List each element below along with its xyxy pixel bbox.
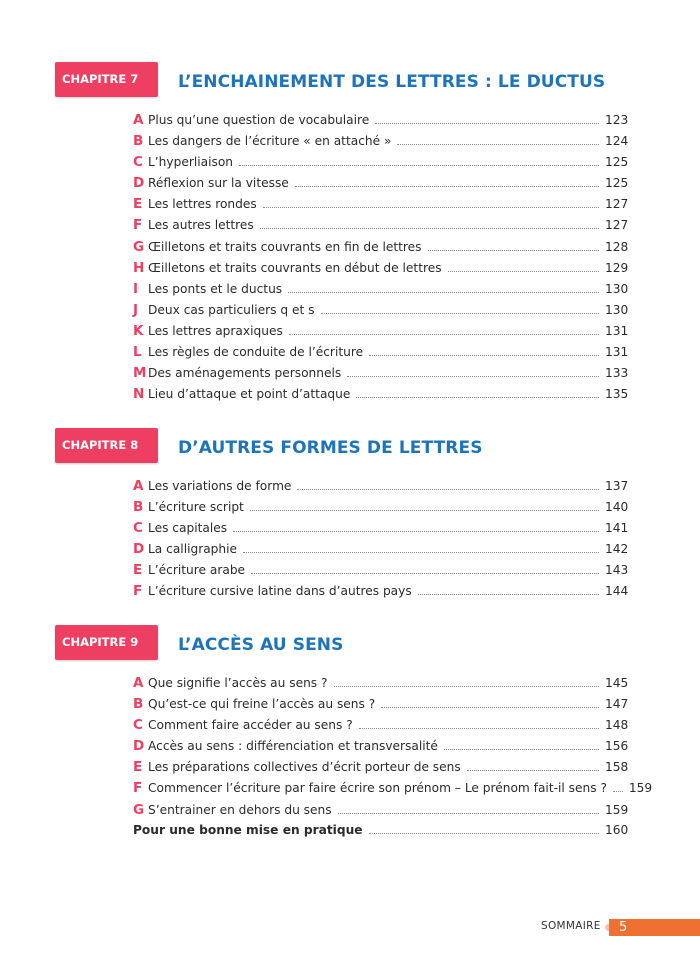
entry-letter: C bbox=[133, 154, 143, 171]
entry-page: 156 bbox=[605, 739, 629, 754]
entry-letter: B bbox=[133, 133, 144, 150]
chapter-title: D’AUTRES FORMES DE LETTRES bbox=[178, 438, 483, 458]
chapter-badge: CHAPITRE 7 bbox=[55, 62, 158, 97]
entry-page: 147 bbox=[605, 697, 629, 712]
entry-label: Les préparations collectives d’écrit porteur de sens bbox=[148, 760, 461, 775]
toc-entry[interactable] bbox=[133, 802, 627, 823]
entry-letter: K bbox=[133, 322, 144, 339]
entry-page: 131 bbox=[605, 323, 629, 338]
dot-leader bbox=[260, 228, 599, 229]
entry-letter: D bbox=[133, 541, 145, 558]
dot-leader bbox=[295, 186, 599, 187]
entry-label: L’hyperliaison bbox=[148, 155, 234, 170]
toc-entry[interactable] bbox=[133, 520, 627, 541]
entry-label: Œilletons et traits couvrants en début de lettres bbox=[148, 260, 442, 275]
dot-leader bbox=[250, 510, 599, 511]
entry-letter: H bbox=[133, 259, 145, 276]
entry-letter: G bbox=[133, 801, 145, 818]
toc-entry[interactable] bbox=[133, 175, 627, 196]
entry-letter: F bbox=[133, 217, 143, 234]
entry-letter: A bbox=[133, 112, 144, 128]
toc-entry[interactable] bbox=[133, 133, 627, 154]
chapter-title: L’ENCHAINEMENT DES LETTRES : LE DUCTUS bbox=[178, 72, 606, 92]
dot-leader bbox=[467, 770, 599, 771]
entry-letter: E bbox=[133, 196, 143, 213]
dot-leader bbox=[289, 334, 599, 335]
entry-page: 125 bbox=[605, 176, 629, 191]
entry-letter: C bbox=[133, 520, 143, 537]
dot-leader bbox=[239, 165, 599, 166]
dot-leader bbox=[381, 707, 599, 708]
entry-letter: F bbox=[133, 780, 143, 797]
page-number: 5 bbox=[609, 919, 700, 936]
entry-label: La calligraphie bbox=[148, 542, 238, 557]
toc-entry[interactable] bbox=[133, 196, 627, 217]
toc-entry[interactable] bbox=[133, 780, 653, 801]
toc-entries bbox=[133, 112, 627, 407]
dot-leader bbox=[375, 123, 599, 124]
entry-page: 130 bbox=[605, 302, 629, 317]
dot-leader bbox=[397, 144, 599, 145]
entry-page: 137 bbox=[605, 479, 629, 493]
toc-entry[interactable] bbox=[133, 386, 627, 407]
entry-letter: G bbox=[133, 238, 145, 255]
toc-entry[interactable] bbox=[133, 344, 627, 365]
toc-entry[interactable] bbox=[133, 823, 627, 844]
entry-label: L’écriture script bbox=[148, 500, 244, 515]
toc-entry[interactable] bbox=[133, 260, 627, 281]
entry-letter: D bbox=[133, 175, 145, 192]
toc-entry[interactable] bbox=[133, 281, 627, 302]
entry-label: Les capitales bbox=[148, 521, 228, 536]
entry-page: 158 bbox=[605, 760, 629, 775]
dot-leader bbox=[356, 397, 599, 398]
entry-label: Les autres lettres bbox=[148, 218, 254, 233]
entry-label: Deux cas particuliers q et s bbox=[148, 302, 315, 317]
entry-page: 159 bbox=[628, 781, 653, 796]
entry-letter: E bbox=[133, 562, 143, 579]
dot-leader bbox=[444, 749, 599, 750]
dot-leader bbox=[418, 594, 599, 595]
dot-leader bbox=[243, 552, 599, 553]
toc-entry[interactable] bbox=[133, 154, 627, 175]
entry-letter: J bbox=[133, 301, 139, 318]
dot-leader bbox=[321, 313, 599, 314]
entry-label: Œilletons et traits couvrants en fin de lettres bbox=[148, 239, 422, 254]
dot-leader bbox=[263, 207, 599, 208]
dot-leader bbox=[359, 728, 599, 729]
toc-entry[interactable] bbox=[133, 478, 627, 499]
entry-page: 127 bbox=[605, 218, 629, 233]
entry-label: Comment faire accéder au sens ? bbox=[148, 718, 353, 733]
toc-entry[interactable] bbox=[133, 499, 627, 520]
entry-label: Les règles de conduite de l’écriture bbox=[148, 345, 364, 360]
entry-letter: C bbox=[133, 717, 143, 734]
entry-letter: E bbox=[133, 759, 143, 776]
dot-leader bbox=[369, 833, 599, 834]
dot-leader bbox=[428, 250, 600, 251]
entry-label: Qu’est-ce qui freine l’accès au sens ? bbox=[148, 697, 376, 712]
toc-entry[interactable] bbox=[133, 323, 627, 344]
toc-entry[interactable] bbox=[133, 759, 627, 780]
entry-letter: M bbox=[133, 365, 147, 382]
entry-page: 135 bbox=[605, 387, 629, 402]
entry-page: 142 bbox=[605, 542, 629, 557]
toc-entry[interactable] bbox=[133, 112, 627, 133]
entry-letter: A bbox=[133, 675, 144, 691]
entry-label: S’entrainer en dehors du sens bbox=[148, 802, 332, 817]
entry-label: Les variations de forme bbox=[148, 479, 292, 493]
entry-letter: A bbox=[133, 478, 144, 494]
entry-page: 148 bbox=[605, 718, 629, 733]
entry-page: 130 bbox=[605, 281, 629, 296]
toc-entry[interactable] bbox=[133, 239, 627, 260]
toc-entries bbox=[133, 675, 653, 844]
entry-page: 133 bbox=[605, 366, 629, 381]
entry-page: 141 bbox=[605, 521, 629, 536]
chapter-title: L’ACCÈS AU SENS bbox=[178, 635, 344, 655]
entry-label: Pour une bonne mise en pratique bbox=[133, 822, 363, 837]
entry-page: 127 bbox=[605, 197, 629, 212]
toc-entry[interactable] bbox=[133, 217, 627, 238]
entry-page: 129 bbox=[605, 260, 629, 275]
entry-label: L’écriture cursive latine dans d’autres pays bbox=[148, 584, 412, 599]
dot-leader bbox=[613, 791, 623, 792]
toc-entry[interactable] bbox=[133, 562, 627, 583]
entry-label: Commencer l’écriture par faire écrire son prénom – Le prénom fait-il sens ? bbox=[148, 781, 607, 796]
footer-section-label: SOMMAIRE bbox=[541, 920, 601, 932]
entry-label: Que signifie l’accès au sens ? bbox=[148, 676, 328, 690]
entry-label: Les lettres apraxiques bbox=[148, 323, 283, 338]
dot-leader bbox=[288, 292, 599, 293]
toc-entry[interactable] bbox=[133, 738, 627, 759]
toc-entry[interactable] bbox=[133, 717, 627, 738]
entry-page: 128 bbox=[605, 239, 629, 254]
dot-leader bbox=[233, 531, 599, 532]
dot-leader bbox=[369, 355, 599, 356]
entry-page: 159 bbox=[605, 802, 629, 817]
entry-page: 145 bbox=[605, 676, 629, 690]
dot-leader bbox=[347, 376, 599, 377]
entry-page: 131 bbox=[605, 345, 629, 360]
entry-letter: L bbox=[133, 344, 142, 361]
entry-label: Plus qu’une question de vocabulaire bbox=[148, 113, 370, 127]
entry-label: Lieu d’attaque et point d’attaque bbox=[148, 387, 351, 402]
dot-leader bbox=[338, 813, 599, 814]
toc-entry[interactable] bbox=[133, 302, 627, 323]
toc-entry[interactable] bbox=[133, 541, 627, 562]
entry-label: Les dangers de l’écriture « en attaché » bbox=[148, 134, 392, 149]
entry-label: Les ponts et le ductus bbox=[148, 281, 283, 296]
dot-leader bbox=[334, 686, 599, 687]
entry-letter: F bbox=[133, 583, 143, 600]
entry-page: 125 bbox=[605, 155, 629, 170]
toc-entry[interactable] bbox=[133, 675, 627, 696]
entry-page: 124 bbox=[605, 134, 629, 149]
entry-page: 123 bbox=[605, 113, 629, 127]
entry-letter: N bbox=[133, 386, 145, 403]
entry-page: 144 bbox=[605, 584, 629, 599]
dot-leader bbox=[297, 489, 599, 490]
dot-leader bbox=[251, 573, 599, 574]
entry-letter: B bbox=[133, 499, 144, 516]
entry-label: Les lettres rondes bbox=[148, 197, 257, 212]
entry-letter: D bbox=[133, 738, 145, 755]
entry-label: Accès au sens : différenciation et transversalité bbox=[148, 739, 438, 754]
entry-page: 143 bbox=[605, 563, 629, 578]
toc-entry[interactable] bbox=[133, 583, 627, 604]
entry-label: L’écriture arabe bbox=[148, 563, 246, 578]
entry-page: 160 bbox=[605, 822, 629, 837]
chapter-badge: CHAPITRE 9 bbox=[55, 625, 158, 660]
dot-leader bbox=[448, 271, 599, 272]
entry-letter: I bbox=[133, 280, 139, 297]
chapter-badge: CHAPITRE 8 bbox=[55, 428, 158, 463]
toc-entry[interactable] bbox=[133, 696, 627, 717]
toc-entries bbox=[133, 478, 627, 605]
entry-letter: B bbox=[133, 696, 144, 713]
entry-label: Des aménagements personnels bbox=[148, 366, 342, 381]
toc-entry[interactable] bbox=[133, 365, 627, 386]
entry-page: 140 bbox=[605, 500, 629, 515]
entry-label: Réflexion sur la vitesse bbox=[148, 176, 289, 191]
